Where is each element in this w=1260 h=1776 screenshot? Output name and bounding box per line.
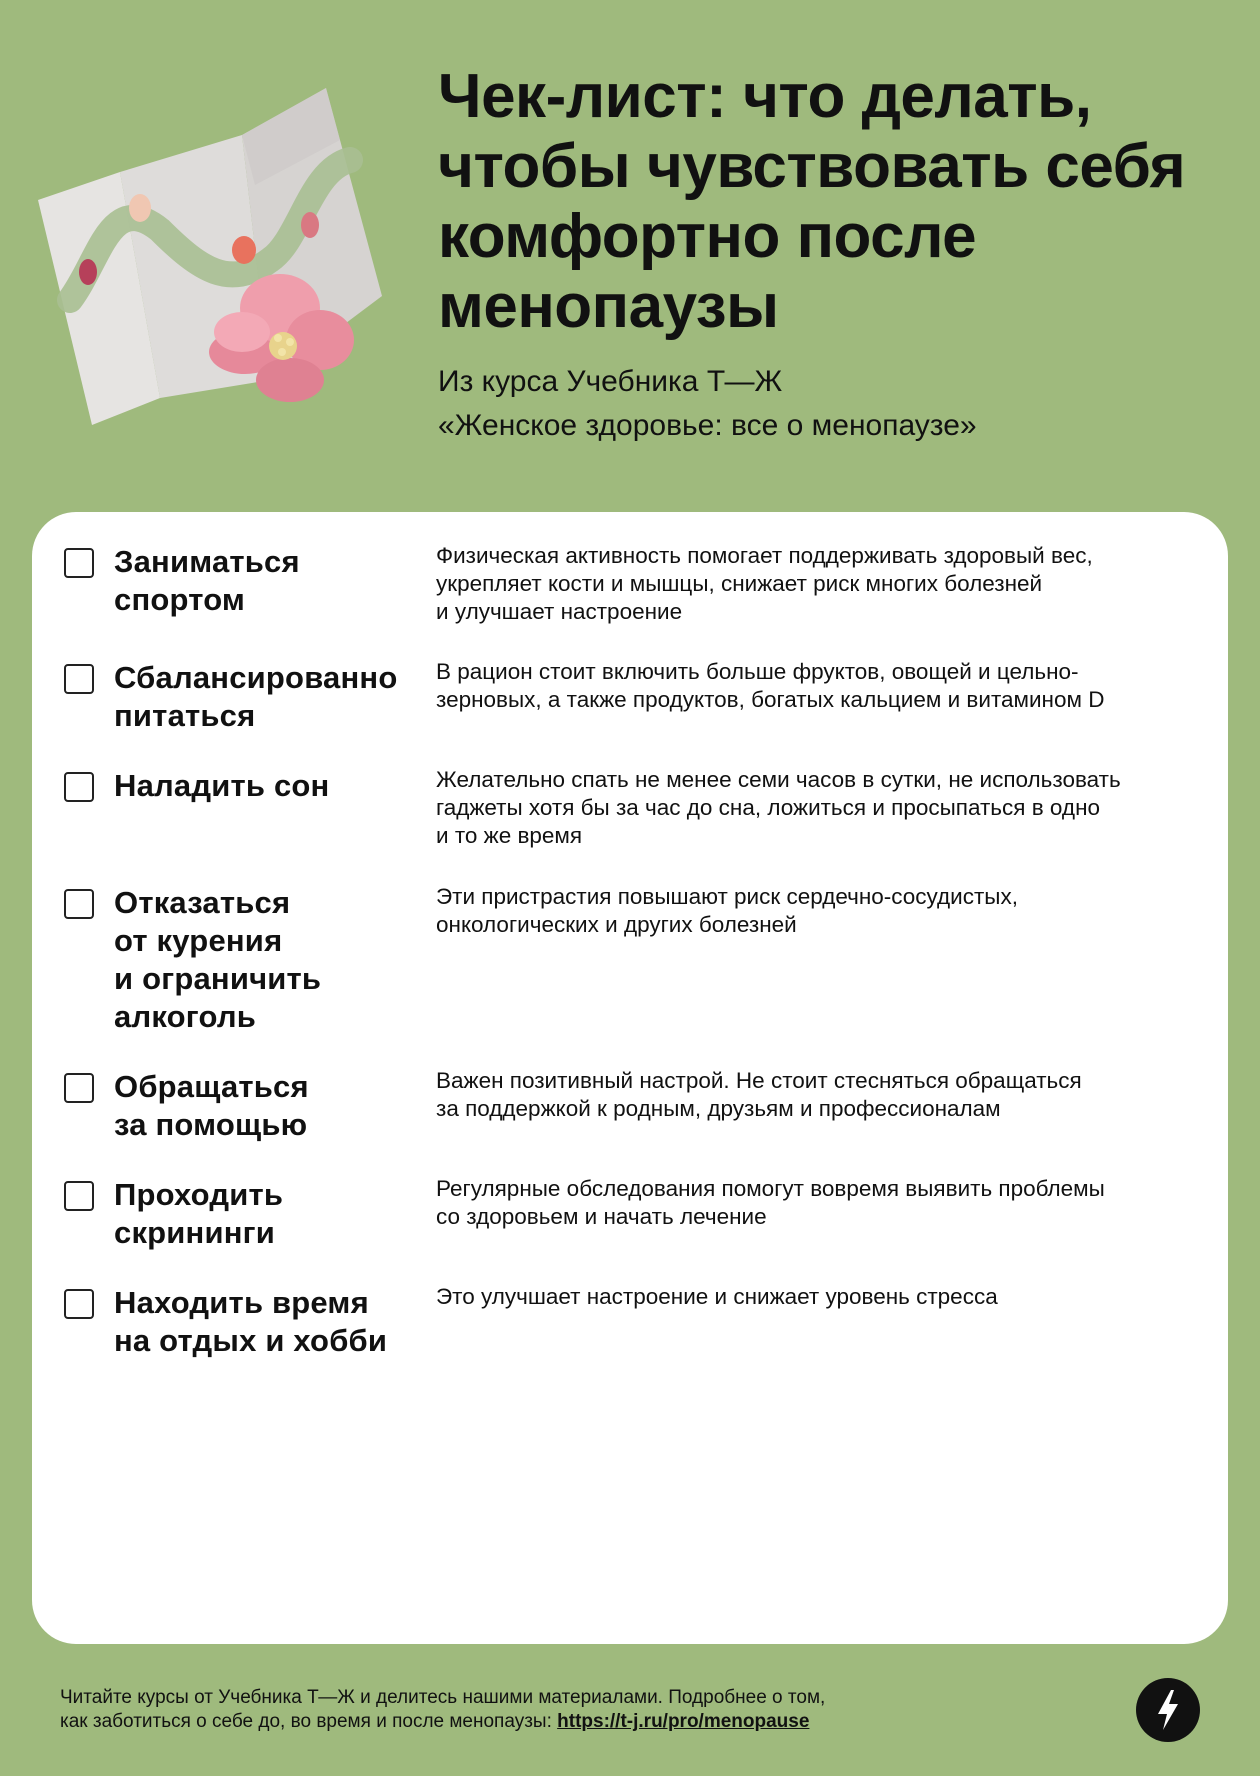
subtitle-course-name: «Женское здоровье: все о менопаузе»	[438, 409, 977, 442]
checklist-item-description: Важен позитивный настрой. Не стоит стесняться обращаться за поддержкой к родным, друзьям и профессионалам	[436, 1068, 1082, 1121]
checklist-item-title: Наладить сон	[114, 768, 330, 803]
checklist-item-description: Регулярные обследования помогут вовремя выявить проблемы со здоровьем и начать лечение	[436, 1176, 1105, 1229]
checklist-item-title: Отказаться от курения и ограничить алкоголь	[114, 885, 322, 1034]
checklist-item-description: Эти пристрастия повышают риск сердечно-сосудистых, онкологических и других болезней	[436, 884, 1018, 937]
checklist-item-title: Проходить скрининги	[114, 1177, 284, 1250]
checklist-card	[32, 512, 1228, 1644]
checklist-item-title: Обращаться за помощью	[114, 1069, 309, 1142]
checklist-item-title: Сбалансированно питаться	[114, 660, 398, 733]
checkbox[interactable]	[64, 889, 94, 919]
footer-line: Читайте курсы от Учебника Т—Ж и делитесь нашими материалами. Подробнее о том,	[60, 1687, 826, 1708]
map-flower-illustration	[30, 80, 400, 430]
footer-line	[60, 1710, 1020, 1734]
subtitle-course-source: Из курса Учебника Т—Ж	[438, 365, 783, 398]
folded-map-with-pins-and-flower-icon	[30, 80, 400, 430]
checklist-item-title: Находить время на отдых и хобби	[114, 1285, 388, 1358]
lightning-bolt-logo-icon[interactable]	[1136, 1678, 1200, 1742]
checkbox[interactable]	[64, 548, 94, 578]
checkbox[interactable]	[64, 1073, 94, 1103]
checklist-item-description: Это улучшает настроение и снижает уровень стресса	[436, 1284, 998, 1309]
checklist-item-description: В рацион стоит включить больше фруктов, овощей и цельно- зерновых, а также продуктов, богатых кальцием и витамином D	[436, 659, 1105, 712]
checklist-item-title: Заниматься спортом	[114, 544, 300, 617]
checklist-item-description: Физическая активность помогает поддерживать здоровый вес, укрепляет кости и мышцы, снижает риск многих болезней и улучшает настроение	[436, 543, 1093, 624]
checklist-item-description: Желательно спать не менее семи часов в сутки, не использовать гаджеты хотя бы за час до сна, ложиться и просыпаться в одно и то же время	[436, 767, 1121, 848]
checkbox[interactable]	[64, 1289, 94, 1319]
lightning-icon	[1136, 1678, 1200, 1742]
footer-line-text: как заботиться о себе до, во время и после менопаузы:	[60, 1711, 558, 1732]
header	[438, 62, 1218, 448]
footer-link[interactable]: https://t-j.ru/pro/menopause	[557, 1711, 810, 1732]
checkbox[interactable]	[64, 664, 94, 694]
checkbox[interactable]	[64, 772, 94, 802]
footer-note	[60, 1686, 1020, 1734]
checkbox[interactable]	[64, 1181, 94, 1211]
page-title: Чек-лист: что делать, чтобы чувствовать себя комфортно после менопаузы	[438, 62, 1186, 341]
subtitle	[438, 360, 1218, 448]
